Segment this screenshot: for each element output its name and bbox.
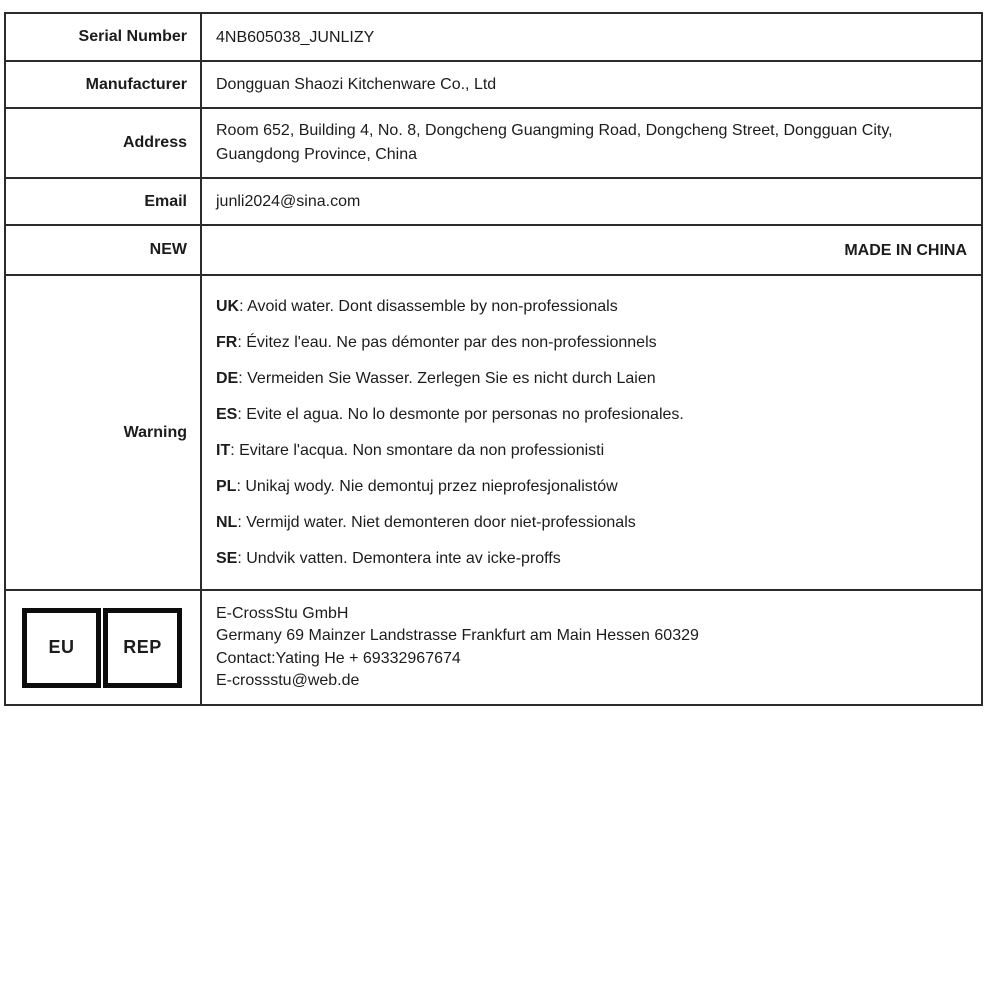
eu-rep-mark: [6, 591, 202, 704]
eu-rep-company: E-CrossStu GmbH: [216, 604, 349, 622]
warning-line-pl: [216, 469, 618, 505]
eu-rep-email: E-crossstu@web.de: [216, 672, 360, 689]
warning-code-de: DE: [216, 369, 239, 387]
warning-lines: [202, 276, 981, 589]
warning-code-pl: PL: [216, 477, 237, 495]
warning-line-nl: [216, 505, 636, 541]
warning-code-es: ES: [216, 405, 238, 423]
warning-line-it: [216, 433, 604, 469]
manufacturer-value: Dongguan Shaozi Kitchenware Co., Ltd: [216, 76, 497, 93]
warning-line-se: [216, 541, 561, 577]
warning-line-es: [216, 397, 684, 433]
table-row-email: [6, 179, 981, 226]
address-value: [202, 109, 981, 177]
email-value: junli2024@sina.com: [216, 193, 361, 210]
eu-rep-contact: Contact:Yating He + 69332967674: [216, 649, 461, 667]
warning-text-nl: : Vermijd water. Niet demonteren door niet-professionals: [237, 513, 636, 531]
rep-box: REP: [103, 608, 182, 688]
email-label: Email: [6, 179, 202, 224]
table-row-warning: [6, 276, 981, 591]
warning-text-pl: : Unikaj wody. Nie demontuj przez nieprofesjonalistów: [236, 477, 618, 495]
serial-number-label: Serial Number: [6, 14, 202, 60]
table-row-eu-rep: [6, 591, 981, 704]
warning-code-uk: UK: [216, 297, 240, 315]
warning-text-uk: : Avoid water. Dont disassemble by non-professionals: [239, 297, 618, 315]
warning-text-it: : Evitare l'acqua. Non smontare da non professionisti: [230, 441, 605, 459]
table-row-serial-number: [6, 14, 981, 62]
table-row-address: [6, 109, 981, 179]
condition-label: NEW: [6, 226, 202, 274]
warning-code-nl: NL: [216, 513, 238, 531]
warning-label: Warning: [6, 276, 202, 589]
warning-text-de: : Vermeiden Sie Wasser. Zerlegen Sie es nicht durch Laien: [238, 369, 656, 387]
warning-code-fr: FR: [216, 333, 238, 351]
table-row-manufacturer: [6, 62, 981, 109]
warning-code-se: SE: [216, 549, 238, 567]
eu-box: EU: [22, 608, 101, 688]
warning-text-se: : Undvik vatten. Demontera inte av icke-proffs: [237, 549, 561, 567]
table-row-condition: [6, 226, 981, 276]
made-in-china-text: MADE IN CHINA: [844, 241, 967, 259]
warning-line-uk: [216, 289, 618, 325]
address-text: Room 652, Building 4, No. 8, Dongcheng Guangming Road, Dongcheng Street, Dongguan City, Guangdong Province, China: [216, 122, 893, 163]
eu-rep-details: [202, 591, 981, 704]
warning-code-it: IT: [216, 441, 231, 459]
warning-text-es: : Evite el agua. No lo desmonte por personas no profesionales.: [237, 405, 684, 423]
manufacturer-label: Manufacturer: [6, 62, 202, 107]
address-label: Address: [6, 109, 202, 177]
eu-rep-address: Germany 69 Mainzer Landstrasse Frankfurt am Main Hessen 60329: [216, 627, 699, 644]
serial-number-value: 4NB605038_JUNLIZY: [216, 28, 375, 46]
product-info-table: [4, 12, 983, 706]
eu-rep-text-block: [216, 603, 699, 693]
warning-line-de: [216, 361, 656, 397]
warning-line-fr: [216, 325, 657, 361]
warning-text-fr: : Évitez l'eau. Ne pas démonter par des non-professionnels: [237, 333, 657, 351]
